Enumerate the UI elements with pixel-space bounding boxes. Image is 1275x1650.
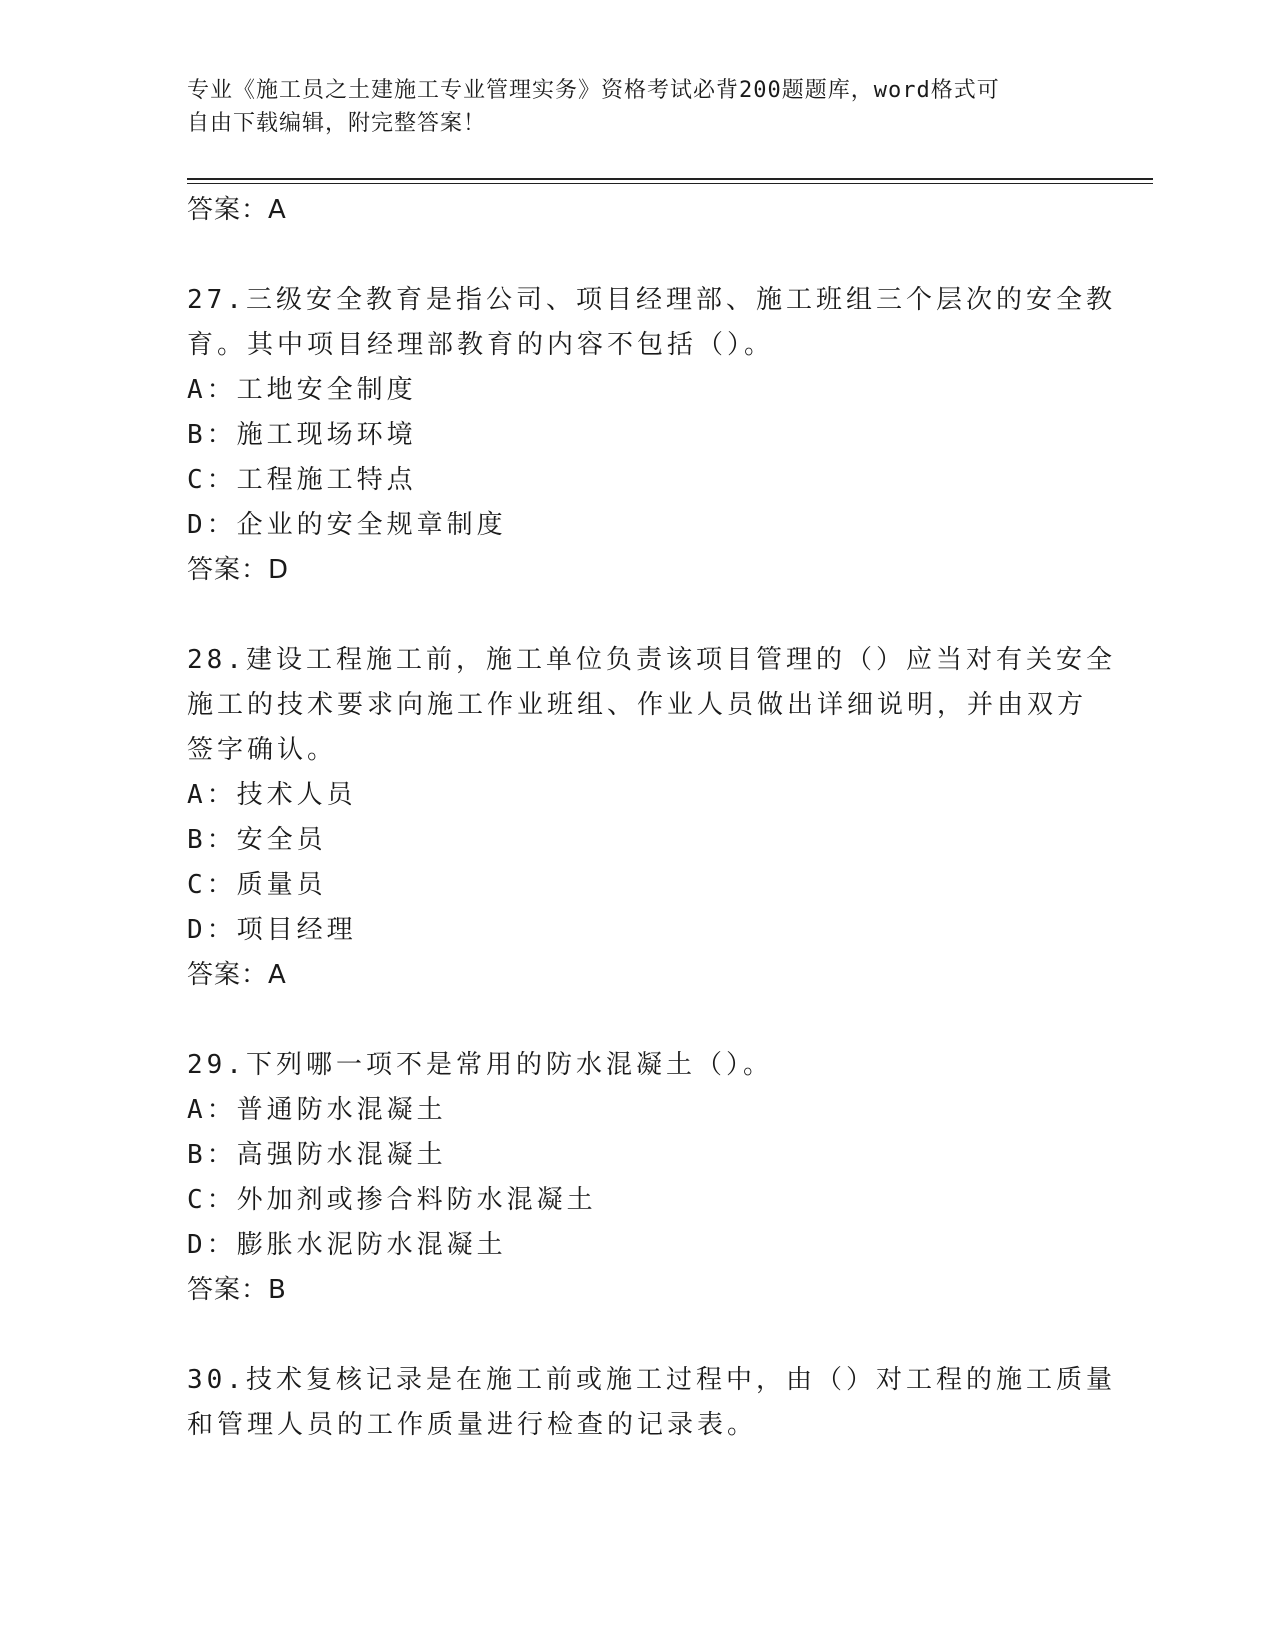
header-line-1: 专业《施工员之土建施工专业管理实务》资格考试必背200题题库，word格式可 — [187, 78, 1000, 103]
question-28 — [187, 638, 1116, 998]
question-text: 29.下列哪一项不是常用的防水混凝土（）。 — [187, 1050, 773, 1080]
option-c: C：外加剂或掺合料防水混凝土 — [187, 1185, 597, 1215]
option-b: B：高强防水混凝土 — [187, 1140, 447, 1170]
header-rule-thick — [187, 178, 1153, 180]
question-text: 28.建设工程施工前，施工单位负责该项目管理的（）应当对有关安全 — [187, 645, 1116, 675]
answer-prev: 答案：A — [187, 195, 287, 225]
option-c: C：质量员 — [187, 870, 327, 900]
question-list — [187, 188, 1116, 1448]
spacer — [187, 233, 1087, 278]
option-d: D：项目经理 — [187, 915, 357, 945]
spacer — [187, 593, 1087, 638]
question-29 — [187, 1043, 1087, 1313]
question-27 — [187, 278, 1116, 593]
option-a: A：技术人员 — [187, 780, 357, 810]
option-d: D：膨胀水泥防水混凝土 — [187, 1230, 507, 1260]
answer: 答案：D — [187, 555, 290, 585]
option-a: A：普通防水混凝土 — [187, 1095, 447, 1125]
option-c: C：工程施工特点 — [187, 465, 417, 495]
spacer — [187, 1313, 1087, 1358]
question-text: 和管理人员的工作质量进行检查的记录表。 — [187, 1410, 758, 1440]
option-b: B：安全员 — [187, 825, 327, 855]
document-header — [187, 74, 1087, 140]
question-text: 签字确认。 — [187, 735, 338, 765]
question-text: 27.三级安全教育是指公司、项目经理部、施工班组三个层次的安全教 — [187, 285, 1116, 315]
question-text: 施工的技术要求向施工作业班组、作业人员做出详细说明，并由双方 — [187, 690, 1088, 720]
question-30 — [187, 1358, 1116, 1448]
option-b: B：施工现场环境 — [187, 420, 417, 450]
question-text: 30.技术复核记录是在施工前或施工过程中，由（）对工程的施工质量 — [187, 1365, 1116, 1395]
option-a: A：工地安全制度 — [187, 375, 417, 405]
header-rule-thin — [187, 183, 1153, 184]
header-line-2: 自由下载编辑，附完整答案！ — [187, 111, 487, 136]
answer: 答案：A — [187, 960, 287, 990]
question-text: 育。其中项目经理部教育的内容不包括（）。 — [187, 330, 775, 360]
option-d: D：企业的安全规章制度 — [187, 510, 507, 540]
spacer — [187, 998, 1087, 1043]
answer: 答案：B — [187, 1275, 287, 1305]
